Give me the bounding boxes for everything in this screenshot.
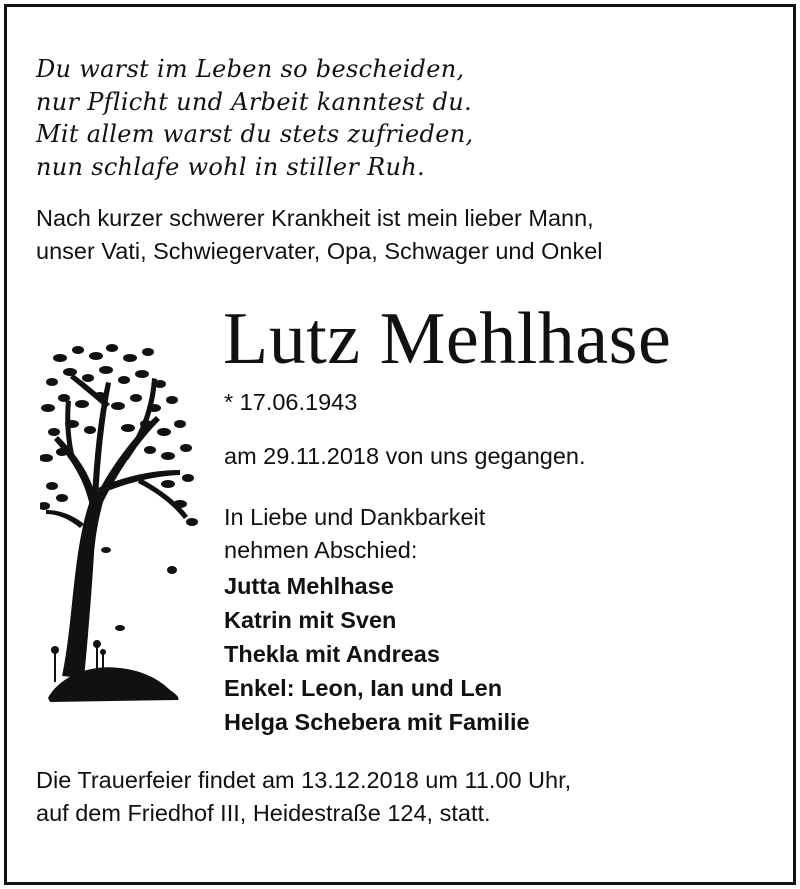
memorial-poem (36, 53, 473, 183)
poem-line: nun schlafe wohl in stiller Ruh. (36, 152, 425, 181)
farewell-line: In Liebe und Dankbarkeit (224, 504, 486, 530)
intro-line: Nach kurzer schwerer Krankheit ist mein lieber Mann, (36, 205, 594, 231)
farewell-line: nehmen Abschied: (224, 537, 418, 563)
birth-date: * 17.06.1943 (224, 389, 358, 415)
deceased-name: Lutz Mehlhase (223, 298, 672, 380)
mourner-name: Jutta Mehlhase (224, 573, 394, 599)
mourner-name: Thekla mit Andreas (224, 641, 440, 667)
farewell-text (224, 501, 485, 567)
poem-line: nur Pflicht und Arbeit kanntest du. (36, 87, 472, 116)
mourner-name: Helga Schebera mit Familie (224, 709, 530, 735)
mourner-name: Katrin mit Sven (224, 607, 397, 633)
funeral-line: auf dem Friedhof III, Heidestraße 124, statt. (36, 800, 491, 826)
funeral-line: Die Trauerfeier findet am 13.12.2018 um 11.00 Uhr, (36, 767, 572, 793)
poem-line: Mit allem warst du stets zufrieden, (36, 120, 474, 148)
intro-line: unser Vati, Schwiegervater, Opa, Schwager und Onkel (36, 238, 603, 264)
mourners-list (224, 569, 530, 739)
death-date: am 29.11.2018 von uns gegangen. (224, 443, 586, 469)
tree-icon (40, 338, 200, 708)
mourner-name: Enkel: Leon, Ian und Len (224, 675, 503, 701)
intro-text (36, 202, 602, 268)
poem-line: Du warst im Leben so bescheiden, (36, 55, 465, 83)
funeral-info (36, 764, 571, 830)
